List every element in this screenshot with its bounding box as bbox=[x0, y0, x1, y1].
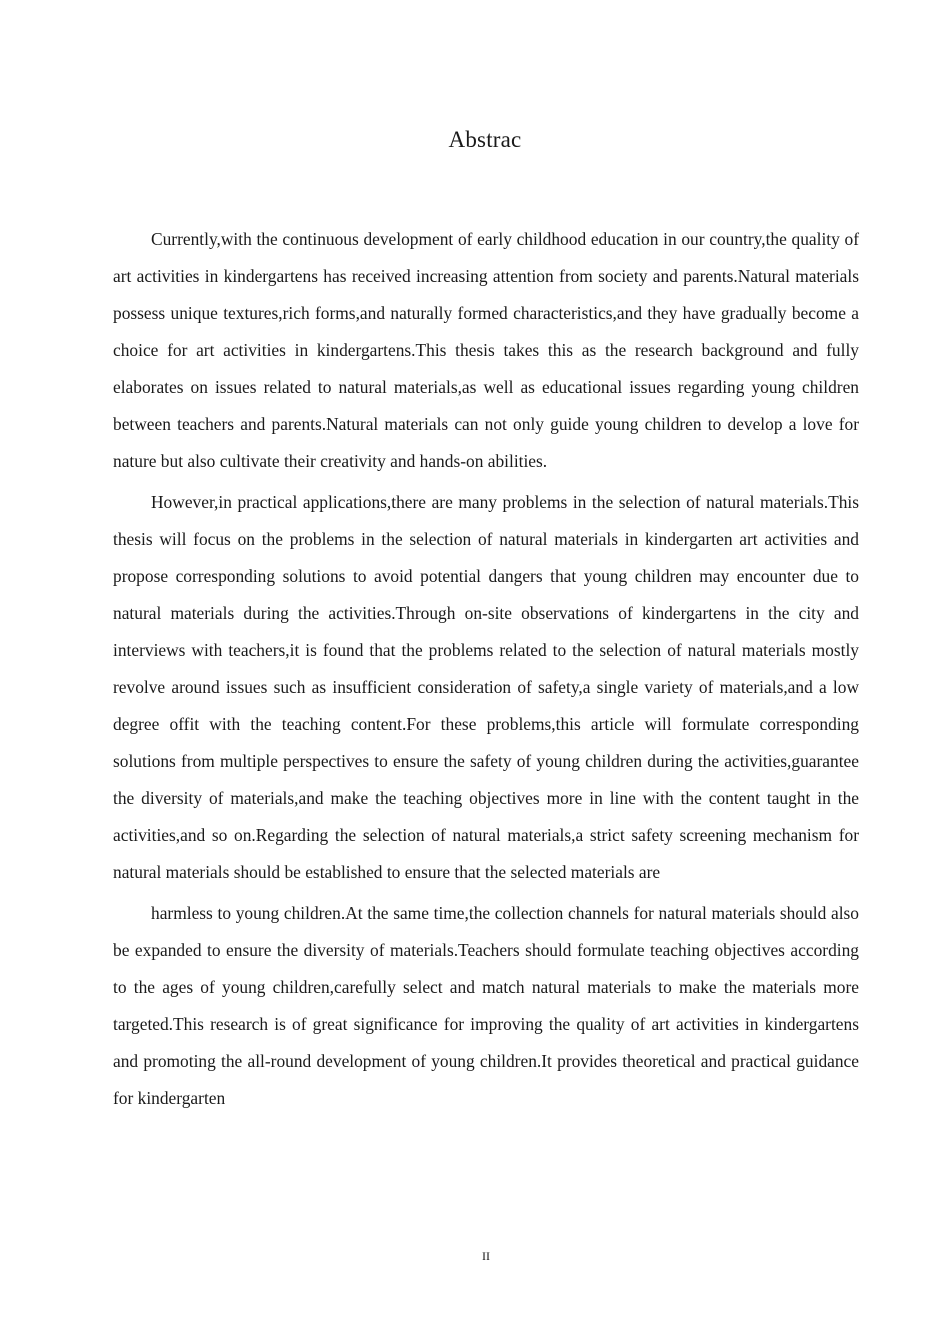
page-number: II bbox=[482, 1249, 490, 1263]
page-title: Abstrac bbox=[448, 127, 522, 152]
abstract-paragraph-2: However,in practical applications,there are many problems in the selection of natural materials.This thesis will focus on the problems in the selection of natural materials in kindergarten art activities and propose corresponding solutions to avoid potential dangers that young children may encounter due to natural materials during the activities.Through on-site observations of kindergartens in the city and interviews with teachers,it is found that the problems related to the selection of natural materials mostly revolve around issues such as insufficient consideration of safety,a single variety of materials,and a low degree offit with the teaching content.For these problems,this article will formulate corresponding solutions from multiple perspectives to ensure the safety of young children during the activities,guarantee the diversity of materials,and make the teaching objectives more in line with the content taught in the activities,and so on.Regarding the selection of natural materials,a strict safety screening mechanism for natural materials should be established to ensure that the selected materials are bbox=[113, 492, 859, 882]
abstract-body bbox=[113, 221, 859, 1117]
abstract-paragraph-3: harmless to young children.At the same time,the collection channels for natural materials should also be expanded to ensure the diversity of materials.Teachers should formulate teaching objectives according to the ages of young children,carefully select and match natural materials to make the materials more targeted.This research is of great significance for improving the quality of art activities in kindergartens and promoting the all-round development of young children.It provides theoretical and practical guidance for kindergarten bbox=[113, 903, 859, 1108]
abstract-paragraph-1: Currently,with the continuous development of early childhood education in our country,the quality of art activities in kindergartens has received increasing attention from society and parents.Natural materials possess unique textures,rich forms,and naturally formed characteristics,and they have gradually become a choice for art activities in kindergartens.This thesis takes this as the research background and fully elaborates on issues related to natural materials,as well as educational issues regarding young children between teachers and parents.Natural materials can not only guide young children to develop a love for nature but also cultivate their creativity and hands-on abilities. bbox=[113, 229, 859, 471]
